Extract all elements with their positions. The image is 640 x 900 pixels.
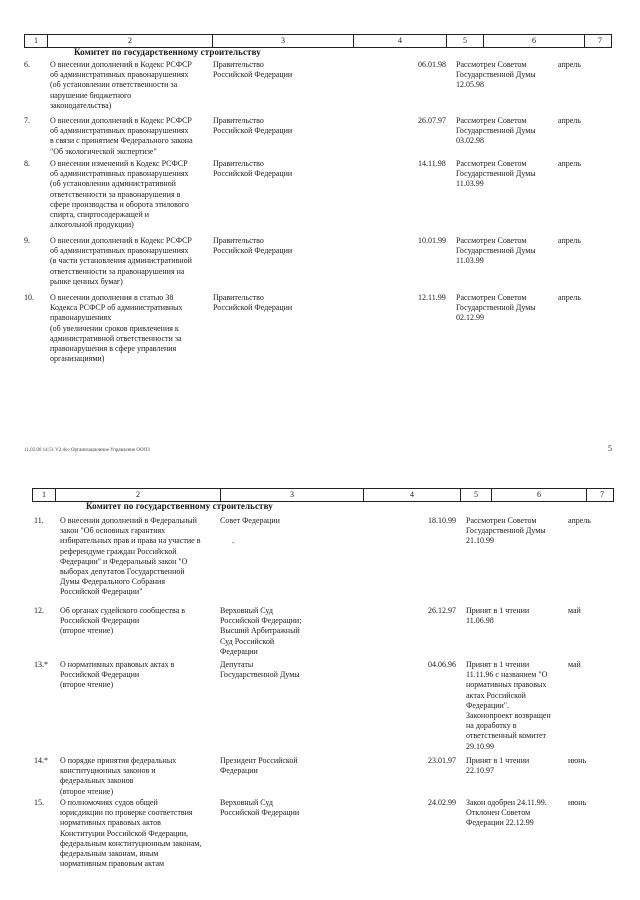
planned-month: апрель <box>558 60 581 69</box>
bill-date: 04.06.96 <box>428 660 456 669</box>
bill-date: 10.01.99 <box>418 236 446 245</box>
bill-date: 06.01.98 <box>418 60 446 69</box>
column-header-row <box>24 34 612 48</box>
row-number: 13.* <box>34 660 48 669</box>
bill-author: Верховный Суд Российской Федерации <box>220 798 300 818</box>
row-number: 9. <box>24 236 30 245</box>
bill-title: О полномочиях судов общей юрисдикции по проверке соответствия нормативных правовых актов Конституции Российской Федерации, федеральным конституционным законам, федеральным законам, иным нормативным правовым актам <box>60 798 202 869</box>
bill-status: Рассмотрен Советом Государственной Думы 11.03.99 <box>456 236 536 266</box>
row-number: 12. <box>34 606 44 615</box>
bill-author: Правительство Российской Федерации <box>213 60 293 80</box>
column-header-1: 1 <box>33 489 56 501</box>
committee-heading: Комитет по государственному строительству <box>74 47 261 57</box>
row-number: 11. <box>34 516 44 525</box>
column-header-1: 1 <box>25 35 48 47</box>
column-header-2: 2 <box>48 35 213 47</box>
column-header-4: 4 <box>354 35 447 47</box>
bill-title: О внесении дополнений в Кодекс РСФСР об административных правонарушениях (в части установления административной ответственности за правонарушения на рынке ценных бумаг) <box>50 236 192 286</box>
bill-title: Об органах судейского сообщества в Российской Федерации (второе чтение) <box>60 606 186 636</box>
bill-status: Рассмотрен Советом Государственной Думы 02.12.99 <box>456 293 536 323</box>
column-header-5: 5 <box>447 35 484 47</box>
bill-title: О нормативных правовых актах в Российской Федерации (второе чтение) <box>60 660 175 690</box>
column-header-6: 6 <box>484 35 585 47</box>
bill-title: О порядке принятия федеральных конституционных законов и федеральных законов (второе чтение) <box>60 756 177 796</box>
planned-month: июнь <box>568 756 587 765</box>
bill-status: Принят в 1 чтении 11.06.98 <box>466 606 530 626</box>
bill-date: 12.11.99 <box>418 293 446 302</box>
bill-author: Верховный Суд Российской Федерации; Высший Арбитражный Суд Российской Федерации <box>220 606 302 656</box>
bill-date: 26.07.97 <box>418 116 446 125</box>
row-number: 6. <box>24 60 30 69</box>
row-number: 14.* <box>34 756 48 765</box>
planned-month: апрель <box>558 293 581 302</box>
bill-date: 24.02.99 <box>428 798 456 807</box>
column-header-3: 3 <box>213 35 354 47</box>
planned-month: апрель <box>558 159 581 168</box>
bill-date: 18.10.99 <box>428 516 456 525</box>
document-page-2 <box>0 476 640 900</box>
column-header-4: 4 <box>364 489 461 501</box>
planned-month: апрель <box>558 116 581 125</box>
bill-title: О внесении изменений в Кодекс РСФСР об административных правонарушениях (об установлении административной ответственности за правонарушения в сфере производства и оборота этилового спирта, спиртосодержащей и алкогольной продукции) <box>50 159 189 230</box>
bill-date: 26.12.97 <box>428 606 456 615</box>
bill-author: Депутаты Государственной Думы <box>220 660 300 680</box>
stray-mark: - <box>232 538 235 547</box>
row-number: 7. <box>24 116 30 125</box>
planned-month: апрель <box>558 236 581 245</box>
bill-author: Правительство Российской Федерации <box>213 293 293 313</box>
column-header-7: 7 <box>598 36 602 45</box>
bill-status: Рассмотрен Советом Государственной Думы 11.03.99 <box>456 159 536 189</box>
bill-title: О внесении дополнений в Федеральный закон "Об основных гарантиях избирательных прав и права на участие в референдуме граждан Российской Федерации" и Федеральный закон "О выборах депутатов Государственной Думы Федерального Собрания Российской Федерации" <box>60 516 201 597</box>
column-header-2: 2 <box>56 489 221 501</box>
bill-status: Закон одобрен 24.11.99. Отклонен Советом Федерации 22.12.99 <box>466 798 547 828</box>
bill-status: Рассмотрен Советом Государственной Думы 12.05.98 <box>456 60 536 90</box>
bill-status: Рассмотрен Советом Государственной Думы 21.10.99 <box>466 516 546 546</box>
bill-author: Правительство Российской Федерации <box>213 159 293 179</box>
planned-month: июнь <box>568 798 587 807</box>
page-number: 5 <box>608 444 612 453</box>
bill-author: Правительство Российской Федерации <box>213 116 293 136</box>
bill-title: О внесении дополнения в статью 38 Кодекса РСФСР об административных правонарушениях (об увеличении сроков привлечения к административной ответственности за правонарушения в сфере управления организациями) <box>50 293 183 364</box>
row-number: 8. <box>24 159 30 168</box>
committee-heading: Комитет по государственному строительству <box>86 501 273 511</box>
bill-date: 23.01.97 <box>428 756 456 765</box>
bill-author: Правительство Российской Федерации <box>213 236 293 256</box>
planned-month: май <box>568 606 581 615</box>
column-header-3: 3 <box>221 489 364 501</box>
planned-month: май <box>568 660 581 669</box>
bill-author: Президент Российской Федерации <box>220 756 298 776</box>
bill-author: Совет Федерации <box>220 516 280 525</box>
row-number: 15. <box>34 798 44 807</box>
column-header-6: 6 <box>492 489 587 501</box>
column-header-row <box>32 488 614 502</box>
bill-status: Принят в 1 чтении 11.11.96 с названием "О нормативных правовых актах Российской Федерации". Законопроект возвращен на доработку в ответственный комитет 29.10.99 <box>466 660 551 751</box>
bill-title: О внесении дополнений в Кодекс РСФСР об административных правонарушениях (об установлении ответственности за нарушение бюджетного законодательства) <box>50 60 192 110</box>
bill-status: Принят в 1 чтении 22.10.97 <box>466 756 530 776</box>
column-header-7: 7 <box>600 490 604 499</box>
bill-title: О внесении дополнений в Кодекс РСФСР об административных правонарушениях в связи с принятием Федерального закона "Об экологической экспертизе" <box>50 116 193 156</box>
column-header-5: 5 <box>461 489 492 501</box>
row-number: 10. <box>24 293 34 302</box>
bill-date: 14.11.98 <box>418 159 446 168</box>
file-footer: 11.02.00 14:51 V2.doc Организационное Управление ООО3 <box>24 448 150 453</box>
bill-status: Рассмотрен Советом Государственной Думы 03.02.98 <box>456 116 536 146</box>
planned-month: апрель <box>568 516 591 525</box>
